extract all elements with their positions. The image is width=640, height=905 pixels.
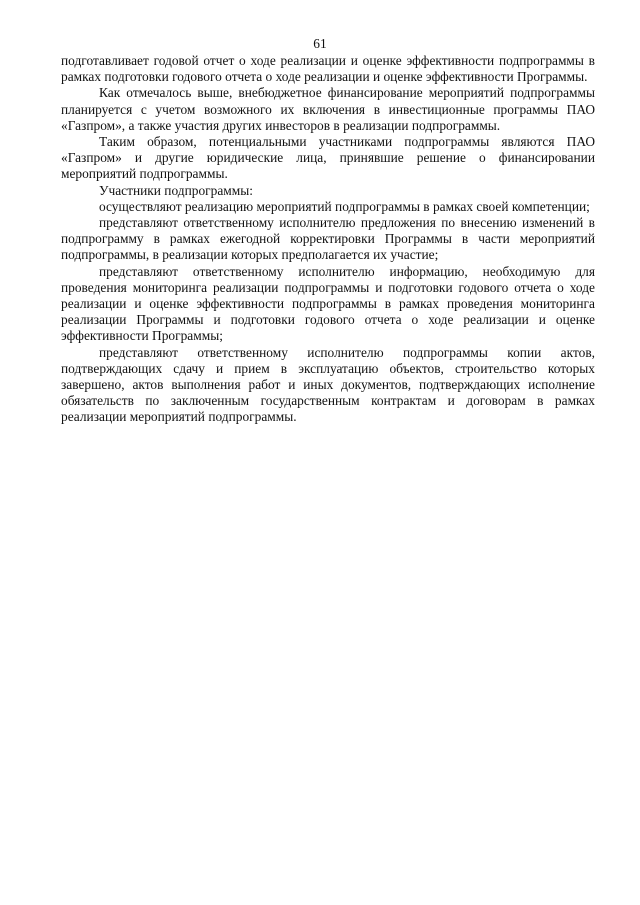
page-number: 61: [313, 36, 327, 51]
paragraph-submit-proposals: представляют ответственному исполнителю предложения по внесению изменений в подпрограмму в рамках ежегодной корректировки Программы в части мероприятий подпрограммы, в реализации которых предполагается их участие;: [61, 215, 595, 263]
paragraph-annual-report: подготавливает годовой отчет о ходе реализации и оценке эффективности подпрограммы в рамках подготовки годового отчета о ходе реализации и оценке эффективности Программы.: [61, 53, 595, 85]
paragraph-submit-act-copies: представляют ответственному исполнителю подпрограммы копии актов, подтверждающих сдачу и прием в эксплуатацию объектов, строительство которых завершено, актов выполнения работ и иных документов, подтверждающих исполнение обязательств по заключенным государственным контрактам и договорам в рамках реализации мероприятий подпрограммы.: [61, 344, 595, 425]
paragraph-potential-participants: Таким образом, потенциальными участниками подпрограммы являются ПАО «Газпром» и другие юридические лица, принявшие решение о финансировании мероприятий подпрограммы.: [61, 134, 595, 182]
paragraph-submit-information: представляют ответственному исполнителю информацию, необходимую для проведения мониторинга реализации подпрограммы и подготовки годового отчета о ходе реализации и оценке эффективности подпрограммы в рамках проведения мониторинга реализации Программы и подготовки годового отчета о ходе реализации и оценке эффективности Программы;: [61, 263, 595, 344]
paragraph-participants-heading: Участники подпрограммы:: [99, 182, 253, 198]
paragraph-extrabudgetary-financing: Как отмечалось выше, внебюджетное финансирование мероприятий подпрограммы планируется с учетом возможного их включения в инвестиционные программы ПАО «Газпром», а также участия других инвесторов в реализации подпрограммы.: [61, 85, 595, 133]
document-body: [61, 53, 595, 426]
paragraph-implement-activities: осуществляют реализацию мероприятий подпрограммы в рамках своей компетенции;: [99, 198, 590, 214]
